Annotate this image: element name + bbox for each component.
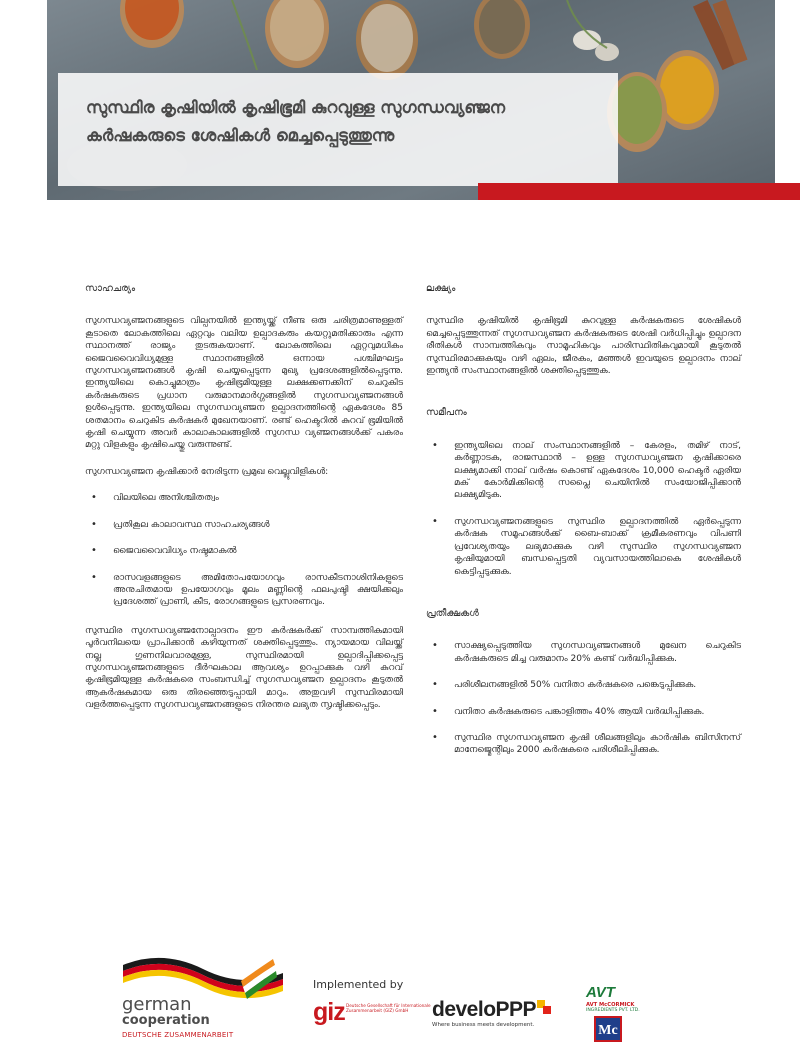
- page-title: [86, 94, 596, 150]
- svg-text:Mc: Mc: [598, 1023, 618, 1038]
- bullet-icon: •: [432, 705, 438, 717]
- approach-heading: സമീപനം: [426, 407, 467, 419]
- challenges-intro: സുഗന്ധവ്യഞ്ജന കൃഷിക്കാർ നേരിടുന്ന പ്രമുഖ വെല്ലുവിളികൾ:: [85, 466, 329, 477]
- list-item: • വനിതാ കർഷകരുടെ പങ്കാളിത്തം 40% ആയി വർദ്ധിപ്പിക്കുക.: [432, 705, 705, 717]
- list-item: • സുഗന്ധവ്യഞ്ജനങ്ങളുടെ സുസ്ഥിര ഉല്പാദനത്തിൽ ഏർപ്പെടുന്ന കർഷക സമൂഹങ്ങൾക്ക് ബൈ-ബാക്ക് ക്രമീകരണവും വിപണി പ്രവേശ്യതയും ലഭ്യമാക്കുക വഴി സുസ്ഥിര സുഗന്ധവ്യഞ്ജന കൃഷിയുമായി ബന്ധപ്പെട്ടതി വ്യവസായത്തിലാകെ ശേഷികൾ കെട്ടിപ്പടുക്കുക.: [432, 515, 741, 577]
- list-item: • സാക്ഷ്യപ്പെടുത്തിയ സുഗന്ധവ്യഞ്ജനങ്ങൾ മുഖേന ചെറുകിട കർഷകരുടെ മിച്ച വരുമാനം 20% കണ്ട് വർദ്ധിപ്പിക്കുക.: [432, 640, 741, 664]
- results-heading: പ്രതീക്ഷകൾ: [426, 607, 479, 619]
- bullet-icon: •: [432, 439, 438, 451]
- giz-full-name: Deutsche Gesellschaft für Internationale Zusammenarbeit (GIZ) GmbH: [346, 1003, 431, 1013]
- bullet-icon: •: [432, 679, 438, 691]
- left-column: [85, 283, 403, 726]
- list-item: • ഇന്ത്യയിലെ നാല് സംസ്ഥാനങ്ങളിൽ – കേരളം, തമിഴ് നാട്, കർണ്ണാടക, രാജസ്ഥാൻ – ഉള്ള സുഗന്ധവ്യഞ്ജന കൃഷിക്കാരെ ലക്ഷ്യമാക്കി നാല് വർഷം കൊണ്ട് ഏകദേശം 10,000 ഹെക്ടർ ഏരിയ മക് കോർമിക്കിന്റെ സപ്ലൈ ചെയിനിൽ സംയോജിപ്പിക്കാൻ ലക്ഷ്യമിടുക.: [432, 439, 741, 501]
- accent-band: [478, 183, 800, 200]
- approach-list: [426, 440, 741, 578]
- background-paragraph: സുഗന്ധവ്യഞ്ജനങ്ങളുടെ വില്പനയിൽ ഇന്ത്യയ്ക്ക് നീണ്ട ഒരു ചരിത്രമാണുള്ളത് കൂടാതെ ലോകത്തിലെ ഏറ്റവും വലിയ ഉല്പാദകരും കയറ്റുമതിക്കാരും എന്ന സ്ഥാനത്ത് രാജ്യം തുടരുകയാണ്. ലോകത്തിലെ ഏറ്റവുമധികം ജൈവവൈവിധ്യമുള്ള സ്ഥാനങ്ങളിൽ ഒന്നായ പശ്ചിമഘട്ടം സുഗന്ധവ്യഞ്ജനങ്ങൾ കൃഷി ചെയ്യപ്പെടുന്ന മുഖ്യ പ്രദേശങ്ങളിൽപ്പെടുന്നു. ഇന്ത്യയിലെ കൊച്ചുമാത്രം കൃഷിഭൂമിയുള്ള ലക്ഷക്കണക്കിന് ചെറുകിട കർഷകരുടെ പ്രധാന വരുമാനമാർഗ്ഗങ്ങളിൽ സുഗന്ധവ്യഞ്ജനങ്ങൾ ഉൾപ്പെടുന്നു. ഇന്ത്യയിലെ സുഗന്ധവ്യഞ്ജന ഉല്പാദനത്തിന്റെ ഏകദേശം 85 ശതമാനം ചെറുകിട കർഷകർ മുഖേനയാണ്. രണ്ട് ഹെക്ടറിൽ കുറവ് ഭൂമിയിൽ കൃഷി ചെയ്യുന്ന അവർ കാലാകാലങ്ങളിൽ സുഗന്ധ വ്യഞ്ജനങ്ങൾക്ക് പകരം മറ്റു വിളകളും കൃഷിചെയ്തു വരുന്നുണ്ട്.: [85, 316, 403, 451]
- list-item: • വിലയിലെ അനിശ്ചിതത്വം: [91, 492, 219, 504]
- closing-paragraph: സുസ്ഥിര സുഗന്ധവ്യഞ്ജനോല്പാദനം ഈ കർഷകർക്ക് സാമ്പത്തികമായി പൂർവനിലയെ പ്രാപിക്കാൻ കഴിയുന്നത് ശക്തിപ്പെടുത്തും. ന്യായമായ വിലയ്ക്ക് നല്ല ഗുണനിലവാരമുള്ള, സുസ്ഥിരമായി ഉല്പാദിപ്പിക്കപ്പെട്ട സുഗന്ധവ്യഞ്ജനങ്ങളുടെ ദീർഘകാല ആവശ്യം ഉറപ്പാക്കുക വഴി കുറവ് കൃഷിഭൂമിയുള്ള കർഷകരെ സംബന്ധിച്ച് സുഗന്ധവ്യഞ്ജന ഉല്പാദനം കൂടുതൽ ആകർഷകമായ ഒരു തിരഞ്ഞെടുപ്പായി മാറും. അതുവഴി സുസ്ഥിരമായി വളർത്തപ്പെടുന്ന സുഗന്ധവ്യഞ്ജനങ്ങളുടെ നിരന്തര ലഭ്യത സൃഷ്ടിക്കപ്പെടും.: [85, 625, 403, 711]
- right-column: [426, 283, 741, 773]
- list-item: • ജൈവവൈവിധ്യം നഷ്ടമാകൽ: [91, 545, 237, 557]
- developpp-tagline: Where business meets development.: [432, 1022, 535, 1028]
- implemented-by-label: Implemented by: [313, 978, 404, 991]
- list-item: • രാസവളങ്ങളുടെ അമിതോപയോഗവും രാസകീടനാശിനികളുടെ അനുചിതമായ ഉപയോഗവും മൂലം മണ്ണിന്റെ ഫലപുഷ്ടി ക്ഷയിക്കലും പ്രദേശത്ത് പ്രാണി, കീട, രോഗങ്ങളുടെ പ്രസരണവും.: [91, 571, 403, 608]
- developpp-mark-icon: [537, 1000, 551, 1016]
- title-line-1: സുസ്ഥിര കൃഷിയിൽ കൃഷിഭൂമി കുറവുള്ള സുഗന്ധവ്യഞ്ജന: [86, 98, 506, 117]
- list-item: • പരിശീലനങ്ങളിൽ 50% വനിതാ കർഷകരെ പങ്കെടുപ്പിക്കുക.: [432, 679, 697, 691]
- developpp-logo: develoPPP: [432, 998, 537, 1021]
- goal-paragraph: സുസ്ഥിര കൃഷിയിൽ കൃഷിഭൂമി കുറവുള്ള കർഷകരുടെ ശേഷികൾ മെച്ചപ്പെടുത്തുന്നത് സുഗന്ധവ്യഞ്ജന കർഷകരുടെ ശേഷി വർധിപ്പിച്ചും ഉല്പാദന രീതികൾ സാമ്പത്തികവും സാമൂഹികവും പാരിസ്ഥിതികവുമായി കൂടുതൽ സുസ്ഥിരമാക്കുകയും വഴി ഏലം, ജീരകം, മഞ്ഞൾ ഇവയുടെ ഉല്പാദനം നാല് ഇന്ത്യൻ സംസ്ഥാനങ്ങളിൽ ശക്തിപ്പെടുത്തുക.: [426, 316, 741, 377]
- bullet-icon: •: [91, 518, 97, 530]
- bullet-icon: •: [91, 545, 97, 557]
- title-line-2: കർഷകരുടെ ശേഷികൾ മെച്ചപ്പെടുത്തുന്നു: [86, 126, 395, 145]
- mccormick-logo-icon: [594, 1016, 622, 1042]
- bullet-icon: •: [432, 640, 438, 652]
- goal-heading: ലക്ഷ്യം: [426, 283, 456, 294]
- giz-logo: giz: [313, 998, 345, 1026]
- avt-mccormick-label: AVT McCORMICK: [586, 1002, 635, 1008]
- bullet-icon: •: [432, 731, 438, 743]
- challenges-list: [85, 492, 403, 608]
- list-item: • സുസ്ഥിര സുഗന്ധവ്യഞ്ജന കൃഷി ശീലങ്ങളിലും കാർഷിക ബിസിനസ് മാനേജ്മെന്റിലും 2000 കർഷകരെ പരിശീലിപ്പിക്കുക.: [432, 731, 741, 756]
- bullet-icon: •: [91, 492, 97, 504]
- bullet-icon: •: [91, 571, 97, 583]
- gc-line-2: cooperation: [122, 1013, 210, 1028]
- avt-logo: AVT: [586, 984, 615, 1001]
- results-list: [426, 640, 741, 756]
- gc-line-3: DEUTSCHE ZUSAMMENARBEIT: [122, 1031, 234, 1039]
- list-item: • പ്രതികൂല കാലാവസ്ഥ സാഹചര്യങ്ങൾ: [91, 518, 270, 530]
- gc-line-1: german: [122, 994, 192, 1015]
- avt-company-label: INGREDIENTS PVT. LTD.: [586, 1008, 640, 1013]
- background-heading: സാഹചര്യം: [85, 283, 136, 294]
- bullet-icon: •: [432, 515, 438, 527]
